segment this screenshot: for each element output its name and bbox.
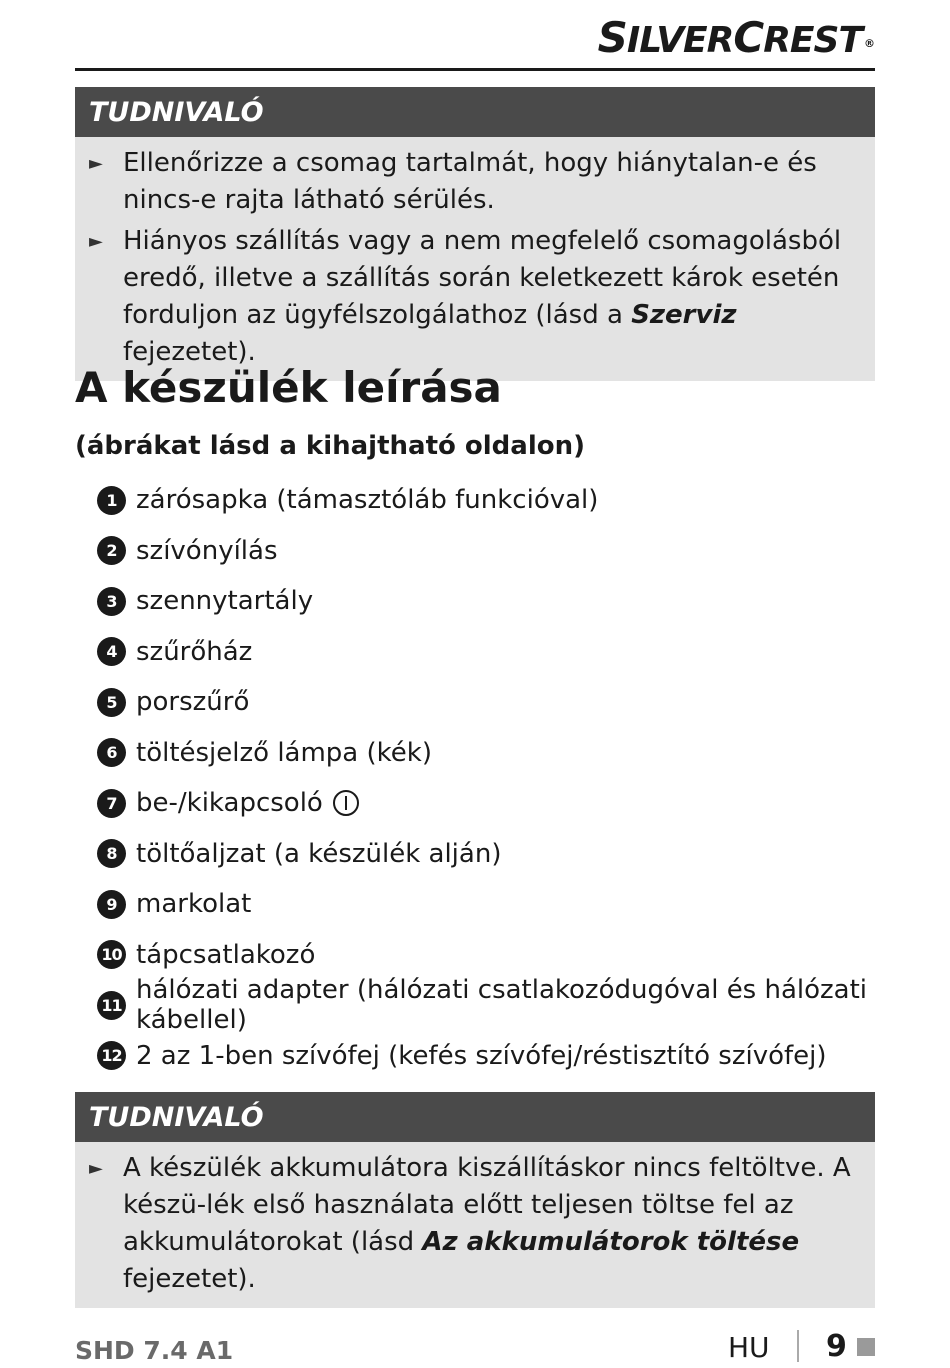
number-badge: 3	[97, 587, 126, 616]
number-badge: 5	[97, 688, 126, 717]
number-badge: 1	[97, 486, 126, 515]
section-subtitle: (ábrákat lásd a kihajtható oldalon)	[75, 431, 586, 461]
note-title: TUDNIVALÓ	[75, 1092, 875, 1142]
number-badge: 8	[97, 839, 126, 868]
list-item: 6 töltésjelző lámpa (kék)	[97, 728, 950, 779]
list-item: 8 töltőaljzat (a készülék alján)	[97, 829, 950, 880]
list-item: 11 hálózati adapter (hálózati csatlakozódugóval és hálózati kábellel)	[97, 980, 950, 1031]
header-rule	[75, 68, 875, 71]
number-badge: 9	[97, 890, 126, 919]
list-item: 10 tápcsatlakozó	[97, 930, 950, 981]
number-badge: 2	[97, 536, 126, 565]
note-box-2	[75, 1092, 875, 1308]
list-item: 5 porszűrő	[97, 677, 950, 728]
number-badge: 7	[97, 789, 126, 818]
list-item: 2 szívónyílás	[97, 526, 950, 577]
note-item: ► Ellenőrizze a csomag tartalmát, hogy hiánytalan-e és nincs-e rajta látható sérülés.	[89, 145, 855, 219]
list-item: 4 szűrőház	[97, 627, 950, 678]
number-badge: 10	[97, 940, 126, 969]
section-title: A készülék leírása	[75, 363, 502, 412]
list-item: 7 be-/kikapcsoló	[97, 778, 950, 829]
list-item: 1 zárósapka (támasztóláb funkcióval)	[97, 475, 950, 526]
note-title: TUDNIVALÓ	[75, 87, 875, 137]
number-badge: 11	[97, 991, 126, 1020]
parts-list	[97, 475, 950, 1081]
arrow-right-icon: ►	[89, 153, 103, 174]
list-item: 9 markolat	[97, 879, 950, 930]
page-number: 9	[826, 1329, 847, 1364]
number-badge: 6	[97, 738, 126, 767]
footer-divider	[797, 1330, 799, 1362]
list-item: 12 2 az 1-ben szívófej (kefés szívófej/réstisztító szívófej)	[97, 1031, 950, 1082]
footer-model: SHD 7.4 A1	[75, 1336, 234, 1365]
note-box-1	[75, 87, 875, 381]
arrow-right-icon: ►	[89, 1158, 103, 1179]
number-badge: 4	[97, 637, 126, 666]
note-item: ► Hiányos szállítás vagy a nem megfelelő csomagolásból eredő, illetve a szállítás során keletkezett károk esetén forduljon az ügyfélszolgálathoz (lásd a Szerviz fejezetet).	[89, 223, 855, 371]
power-icon	[333, 790, 359, 816]
arrow-right-icon: ►	[89, 231, 103, 252]
footer-language: HU	[728, 1331, 770, 1364]
square-marker-icon	[857, 1338, 875, 1356]
note-item: ► A készülék akkumulátora kiszállításkor nincs feltöltve. A készü-lék első használata előtt teljesen töltse fel az akkumulátorokat (lásd Az akkumulátorok töltése fejezetet).	[89, 1150, 855, 1298]
number-badge: 12	[97, 1041, 126, 1070]
brand-logo: SILVERCREST ®	[597, 13, 874, 62]
list-item: 3 szennytartály	[97, 576, 950, 627]
